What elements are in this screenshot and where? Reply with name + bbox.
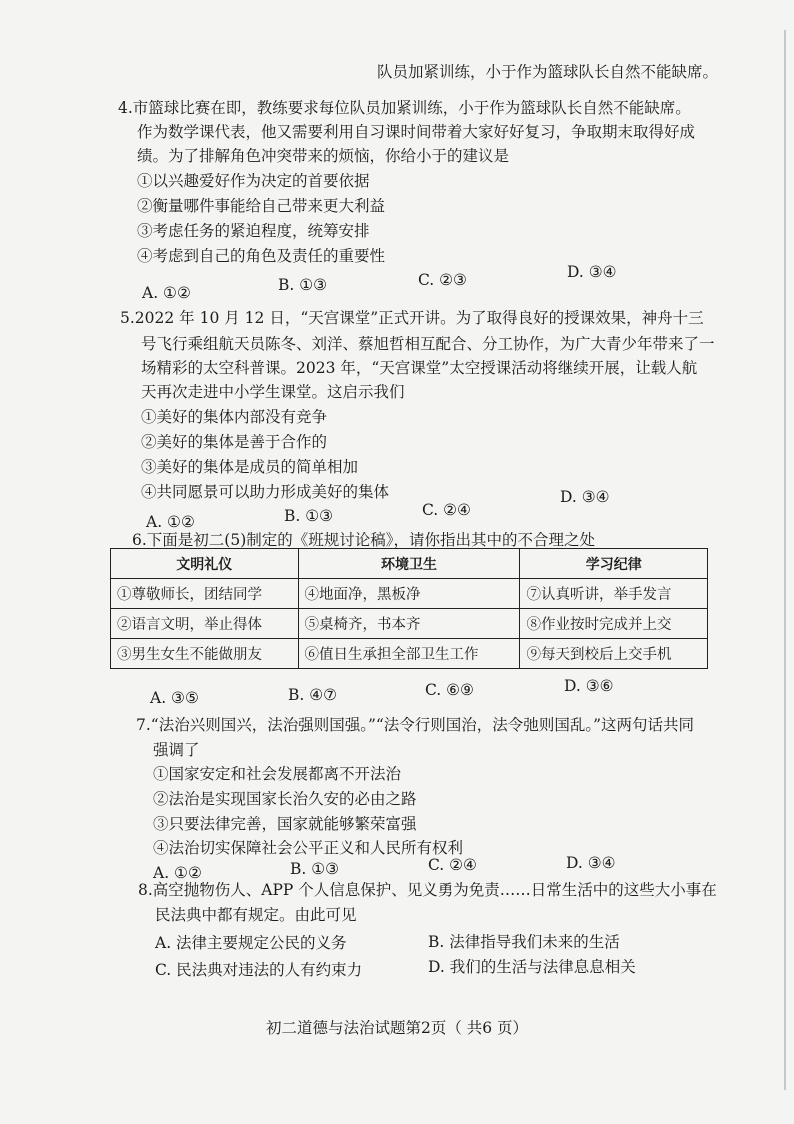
q5-option-c: C. ②④: [422, 501, 471, 519]
q6-option-c: C. ⑥⑨: [425, 681, 474, 699]
q4-item-1: ①以兴趣爱好作为决定的首要依据: [137, 172, 370, 190]
q6-stem: 6.下面是初二(5)制定的《班规讨论稿》，请你指出其中的不合理之处: [132, 531, 595, 549]
q8-stem-line-2: 民法典中都有规定。由此可见: [155, 906, 357, 924]
q5-stem-line-4: 天再次走进中小学生课堂。这启示我们: [141, 383, 405, 401]
q5-item-2: ②美好的集体是善于合作的: [141, 433, 328, 451]
table-cell: ⑧作业按时完成并上交: [520, 609, 708, 639]
carry-over-line: 队员加紧训练，小于作为篮球队长自然不能缺席。: [377, 63, 719, 81]
table-cell: ④地面净，黑板净: [298, 579, 520, 609]
q7-option-c: C. ②④: [428, 856, 477, 874]
q4-option-b: B. ①③: [278, 276, 328, 294]
scan-edge: [784, 30, 786, 1090]
table-header-etiquette: 文明礼仪: [111, 549, 299, 579]
q6-option-a: A. ③⑤: [150, 689, 199, 707]
q5-option-b: B. ①③: [284, 507, 334, 525]
q4-stem-line-2: 作为数学课代表，他又需要利用自习课时间带着大家好好复习，争取期末取得好成: [137, 123, 696, 141]
q7-stem-line-2: 强调了: [153, 741, 200, 759]
q7-stem-line-1: 7.“法治兴则国兴，法治强则国强。”“法令行则国治，法令弛则国乱。”这两句话共同: [136, 716, 694, 734]
table-row: [111, 639, 708, 669]
q6-option-b: B. ④⑦: [288, 686, 338, 704]
table-row: [111, 579, 708, 609]
q7-option-d: D. ③④: [566, 854, 616, 872]
table-cell: ⑦认真听讲，举手发言: [520, 579, 708, 609]
q8-option-a: A. 法律主要规定公民的义务: [155, 934, 347, 952]
q5-item-4: ④共同愿景可以助力形成美好的集体: [141, 483, 390, 501]
q4-stem-line-3: 绩。为了排解角色冲突带来的烦恼，你给小于的建议是: [137, 147, 510, 165]
q4-item-3: ③考虑任务的紧迫程度，统筹安排: [137, 222, 370, 240]
q4-stem-line-1-visible: 4.市篮球比赛在即，教练要求每位队员加紧训练，小于作为篮球队长自然不能缺席。: [118, 99, 691, 117]
table-cell: ①尊敬师长，团结同学: [111, 579, 299, 609]
q4-item-2: ②衡量哪件事能给自己带来更大利益: [137, 197, 386, 215]
q4-item-4: ④考虑到自己的角色及责任的重要性: [137, 247, 386, 265]
q7-item-4: ④法治切实保障社会公平正义和人民所有权利: [153, 839, 464, 857]
q8-option-d: D. 我们的生活与法律息息相关: [428, 958, 636, 976]
q8-option-b: B. 法律指导我们未来的生活: [428, 933, 620, 951]
table-cell: ⑨每天到校后上交手机: [520, 639, 708, 669]
page-footer: 初二道德与法治试题第2页（ 共6 页）: [265, 1019, 529, 1037]
q6-option-d: D. ③⑥: [564, 677, 614, 695]
table-cell: ⑥值日生承担全部卫生工作: [298, 639, 520, 669]
class-rules-table: [110, 548, 708, 669]
table-header-hygiene: 环境卫生: [298, 549, 520, 579]
q7-item-2: ②法治是实现国家长治久安的必由之路: [153, 790, 417, 808]
q5-stem-line-1: 5.2022 年 10 月 12 日，“天宫课堂”正式开讲。为了取得良好的授课效果，神舟十三: [120, 309, 704, 327]
table-row: [111, 609, 708, 639]
q4-option-a: A. ①②: [142, 284, 191, 302]
q8-option-c: C. 民法典对违法的人有约束力: [155, 961, 363, 979]
table-cell: ②语言文明，举止得体: [111, 609, 299, 639]
q4-option-d: D. ③④: [567, 263, 617, 281]
q5-option-a: A. ①②: [146, 513, 195, 531]
q5-stem-line-2: 号飞行乘组航天员陈冬、刘洋、蔡旭哲相互配合、分工协作，为广大青少年带来了一: [141, 335, 715, 353]
table-cell: ⑤桌椅齐，书本齐: [298, 609, 520, 639]
q7-option-b: B. ①③: [290, 860, 340, 878]
q5-item-3: ③美好的集体是成员的简单相加: [141, 458, 359, 476]
q7-item-1: ①国家安定和社会发展都离不开法治: [153, 765, 402, 783]
q7-option-a: A. ①②: [153, 864, 202, 882]
q5-item-1: ①美好的集体内部没有竞争: [141, 408, 328, 426]
q7-item-3: ③只要法律完善，国家就能够繁荣富强: [153, 815, 417, 833]
q8-stem-line-1: 8.高空抛物伤人、APP 个人信息保护、见义勇为免责……日常生活中的这些大小事在: [138, 881, 717, 899]
table-cell: ③男生女生不能做朋友: [111, 639, 299, 669]
q4-option-c: C. ②③: [418, 271, 467, 289]
q5-option-d: D. ③④: [560, 488, 610, 506]
q5-stem-line-3: 场精彩的太空科普课。2023 年，“天宫课堂”太空授课活动将继续开展，让载人航: [141, 359, 698, 377]
table-header-discipline: 学习纪律: [520, 549, 708, 579]
